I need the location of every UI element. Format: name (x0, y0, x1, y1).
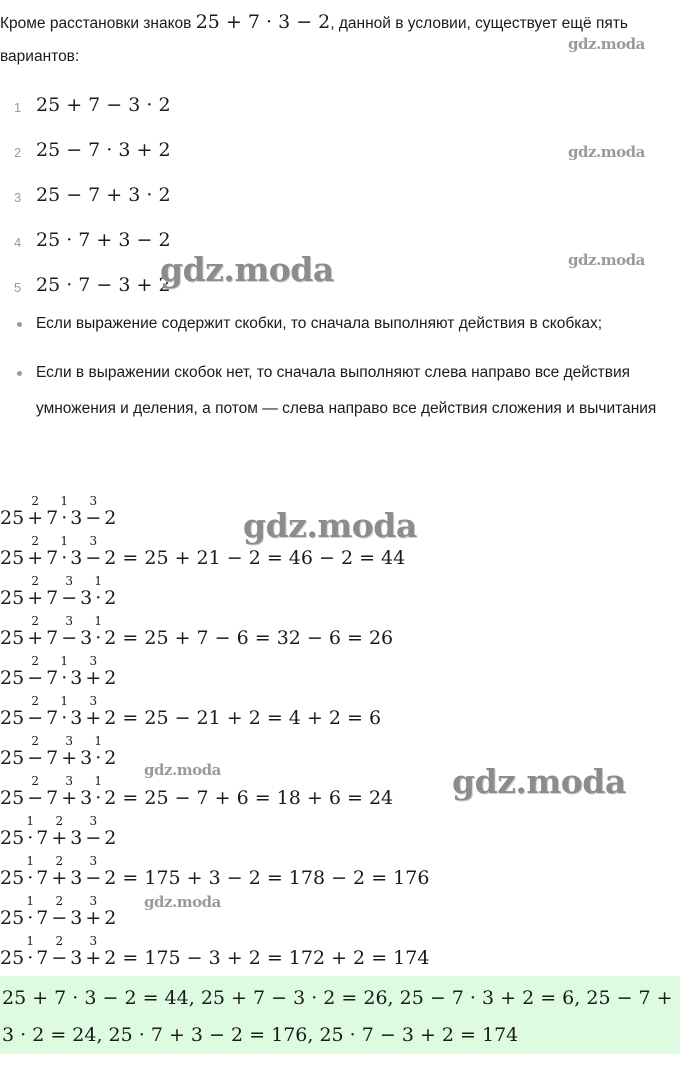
operator-symbol: − (27, 747, 44, 769)
operand: 2 (104, 867, 117, 889)
operation-order: 3 (89, 694, 98, 708)
operator-symbol: − (85, 547, 102, 569)
variant-expression: 25 · 7 + 3 − 2 (36, 229, 171, 251)
operator (58, 614, 80, 649)
operator (24, 654, 46, 689)
calculation-line (0, 813, 680, 853)
operator (82, 814, 104, 849)
variant-number: 2 (14, 145, 22, 160)
operator-symbol: − (85, 827, 102, 849)
operator-symbol: + (51, 867, 68, 889)
rule-text: Если в выражении скобок нет, то сначала выполняют слева направо все действия умножения и деления, а потом — слева направо все действия сложения и вычитания (36, 364, 657, 417)
operand: 7 (46, 587, 59, 609)
operand: 2 (104, 907, 117, 929)
operator-symbol: − (51, 947, 68, 969)
operand: 25 (0, 827, 25, 849)
operation-order: 3 (65, 774, 73, 788)
operator-symbol: · (95, 627, 102, 649)
operator-symbol: − (27, 707, 44, 729)
operator-symbol: · (61, 547, 68, 569)
operand: 25 (0, 667, 25, 689)
calculation-line (0, 653, 680, 693)
operand: 3 (80, 587, 93, 609)
operand: 2 (104, 507, 117, 529)
operation-order: 3 (89, 814, 98, 828)
operand: 7 (46, 627, 59, 649)
operand: 2 (104, 627, 117, 649)
operand: 2 (104, 587, 117, 609)
operator (92, 614, 104, 649)
operand: 3 (80, 787, 93, 809)
operator (82, 494, 104, 529)
operator-symbol: − (27, 667, 44, 689)
operator-symbol: · (95, 787, 102, 809)
operand: 7 (36, 947, 49, 969)
operand: 2 (104, 947, 117, 969)
operation-order: 2 (55, 934, 64, 948)
operator-symbol: − (51, 907, 68, 929)
answer-box (0, 976, 680, 1054)
operand: 3 (80, 747, 93, 769)
operator (92, 774, 104, 809)
operand: 2 (104, 547, 117, 569)
rule-item (0, 306, 680, 342)
operator (58, 574, 80, 609)
operator (48, 854, 70, 889)
operator-symbol: + (61, 747, 78, 769)
operation-order: 1 (60, 494, 69, 508)
operator (24, 934, 36, 969)
watermark: gdz.moda (568, 35, 645, 53)
operator (24, 494, 46, 529)
operator-symbol: · (27, 827, 34, 849)
watermark: gdz.moda (568, 251, 645, 269)
intro-text-after: , данной в условии, существует ещё пять вариантов: (0, 15, 628, 65)
variant-number: 1 (14, 100, 22, 115)
operand: 3 (70, 507, 83, 529)
operand: 25 (0, 787, 25, 809)
operand: 3 (70, 667, 83, 689)
operator (58, 774, 80, 809)
operation-order: 2 (55, 854, 64, 868)
operand: 3 (70, 907, 83, 929)
operator (24, 814, 36, 849)
operand: 3 (70, 867, 83, 889)
watermark: gdz.moda (160, 250, 334, 289)
operator (82, 694, 104, 729)
operand: 7 (46, 507, 59, 529)
variant-number: 3 (14, 190, 22, 205)
calculation-block (0, 493, 680, 973)
operand: 25 (0, 507, 25, 529)
operator-symbol: + (61, 787, 78, 809)
operation-order: 1 (26, 894, 35, 908)
watermark: gdz.moda (568, 143, 645, 161)
operation-order: 3 (65, 574, 73, 588)
operator-symbol: + (85, 667, 102, 689)
operand: 7 (36, 907, 49, 929)
calculation-line (0, 853, 680, 893)
calculation-result: = 175 + 3 − 2 = 178 − 2 = 176 (116, 867, 430, 889)
operator-symbol: · (27, 907, 34, 929)
operation-order: 2 (31, 574, 39, 588)
variant-number: 4 (14, 235, 22, 250)
operator (48, 934, 70, 969)
watermark: gdz.moda (452, 762, 626, 801)
calculation-line (0, 613, 680, 653)
operation-order: 1 (60, 534, 69, 548)
operand: 25 (0, 867, 25, 889)
operator (24, 774, 46, 809)
operation-order: 2 (31, 694, 39, 708)
operation-order: 1 (26, 934, 35, 948)
operation-order: 3 (89, 894, 98, 908)
operator-symbol: + (27, 547, 44, 569)
variant-expression: 25 − 7 · 3 + 2 (36, 139, 171, 161)
operator-symbol: − (61, 587, 78, 609)
operator (58, 694, 70, 729)
operation-order: 2 (31, 774, 39, 788)
operator (58, 494, 70, 529)
variant-expression: 25 + 7 − 3 · 2 (36, 94, 171, 116)
operation-order: 3 (65, 734, 73, 748)
operation-order: 2 (55, 814, 64, 828)
variant-item (0, 88, 680, 133)
operand: 3 (70, 947, 83, 969)
operator (82, 534, 104, 569)
operation-order: 2 (31, 734, 39, 748)
operator-symbol: · (27, 947, 34, 969)
operand: 25 (0, 707, 25, 729)
rule-text: Если выражение содержит скобки, то сначала выполняют действия в скобках; (36, 315, 602, 332)
operator (82, 894, 104, 929)
bullet-icon (17, 371, 22, 376)
operator-symbol: · (61, 667, 68, 689)
calculation-result: = 25 + 21 − 2 = 46 − 2 = 44 (116, 547, 406, 569)
operator (24, 574, 46, 609)
operation-order: 2 (31, 494, 39, 508)
operator-symbol: − (85, 507, 102, 529)
operand: 2 (104, 707, 117, 729)
operator-symbol: − (61, 627, 78, 649)
operator-symbol: + (27, 627, 44, 649)
operator (58, 534, 70, 569)
calculation-result: = 25 − 21 + 2 = 4 + 2 = 6 (116, 707, 382, 729)
operand: 2 (104, 747, 117, 769)
operation-order: 3 (89, 854, 98, 868)
operation-order: 1 (60, 654, 69, 668)
calculation-result: = 25 + 7 − 6 = 32 − 6 = 26 (116, 627, 394, 649)
variant-number: 5 (14, 280, 22, 295)
operator-symbol: + (27, 587, 44, 609)
operator-symbol: − (27, 787, 44, 809)
operation-order: 1 (94, 774, 103, 788)
operator-symbol: + (85, 707, 102, 729)
calculation-line (0, 933, 680, 973)
rules-list (0, 306, 680, 440)
operand: 25 (0, 587, 25, 609)
variant-expression: 25 · 7 − 3 + 2 (36, 274, 171, 296)
operand: 7 (46, 547, 59, 569)
intro-expression: 25 + 7 · 3 − 2 (195, 11, 331, 33)
operator (82, 934, 104, 969)
operand: 2 (104, 827, 117, 849)
operator (24, 614, 46, 649)
operator-symbol: · (95, 587, 102, 609)
operation-order: 1 (94, 574, 103, 588)
operator (24, 534, 46, 569)
calculation-line (0, 573, 680, 613)
variant-item (0, 178, 680, 223)
operator-symbol: · (95, 747, 102, 769)
calculation-result: = 25 − 7 + 6 = 18 + 6 = 24 (116, 787, 394, 809)
operand: 7 (36, 827, 49, 849)
operator (92, 734, 104, 769)
operator-symbol: · (61, 507, 68, 529)
variant-expression: 25 − 7 + 3 · 2 (36, 184, 171, 206)
operand: 7 (46, 707, 59, 729)
operator-symbol: · (27, 867, 34, 889)
operation-order: 2 (31, 534, 39, 548)
operator-symbol: + (85, 947, 102, 969)
operation-order: 3 (65, 614, 73, 628)
operation-order: 3 (89, 934, 98, 948)
operation-order: 2 (31, 614, 39, 628)
operator-symbol: + (27, 507, 44, 529)
operation-order: 3 (89, 534, 98, 548)
intro-text-before: Кроме расстановки знаков (0, 15, 196, 32)
operator (48, 814, 70, 849)
operand: 25 (0, 747, 25, 769)
calculation-result: = 175 − 3 + 2 = 172 + 2 = 174 (116, 947, 430, 969)
operand: 25 (0, 547, 25, 569)
variants-list (0, 88, 680, 313)
watermark: gdz.moda (144, 761, 221, 779)
watermark: gdz.moda (243, 506, 417, 545)
operator (58, 734, 80, 769)
operator (48, 894, 70, 929)
operand: 25 (0, 907, 25, 929)
operator-symbol: − (85, 867, 102, 889)
calculation-line (0, 693, 680, 733)
operator-symbol: + (51, 827, 68, 849)
operation-order: 1 (60, 694, 69, 708)
operator (24, 734, 46, 769)
operator-symbol: · (61, 707, 68, 729)
operand: 3 (80, 627, 93, 649)
operator (24, 854, 36, 889)
operator (58, 654, 70, 689)
operand: 7 (46, 747, 59, 769)
operation-order: 1 (26, 814, 35, 828)
operand: 3 (70, 547, 83, 569)
operand: 3 (70, 707, 83, 729)
operation-order: 3 (89, 654, 98, 668)
operand: 25 (0, 627, 25, 649)
operation-order: 1 (26, 854, 35, 868)
operator (82, 854, 104, 889)
operand: 7 (46, 787, 59, 809)
operand: 2 (104, 787, 117, 809)
operand: 7 (46, 667, 59, 689)
operation-order: 2 (55, 894, 64, 908)
rule-item (0, 355, 680, 427)
bullet-icon (17, 322, 22, 327)
operand: 3 (70, 827, 83, 849)
operand: 25 (0, 947, 25, 969)
operator (82, 654, 104, 689)
calculation-line (0, 893, 680, 933)
operator (24, 694, 46, 729)
operator (24, 894, 36, 929)
operation-order: 3 (89, 494, 98, 508)
operand: 2 (104, 667, 117, 689)
operation-order: 2 (31, 654, 39, 668)
operation-order: 1 (94, 734, 103, 748)
answer-text: 25 + 7 · 3 − 2 = 44, 25 + 7 − 3 · 2 = 26, 25 − 7 · 3 + 2 = 6, 25 − 7 + 3 · 2 = 24, 25 · 7 + 3 − 2 = 176, 25 · 7 − 3 + 2 = 174 (2, 987, 673, 1046)
watermark: gdz.moda (144, 893, 221, 911)
operator (92, 574, 104, 609)
operand: 7 (36, 867, 49, 889)
operation-order: 1 (94, 614, 103, 628)
operator-symbol: + (85, 907, 102, 929)
